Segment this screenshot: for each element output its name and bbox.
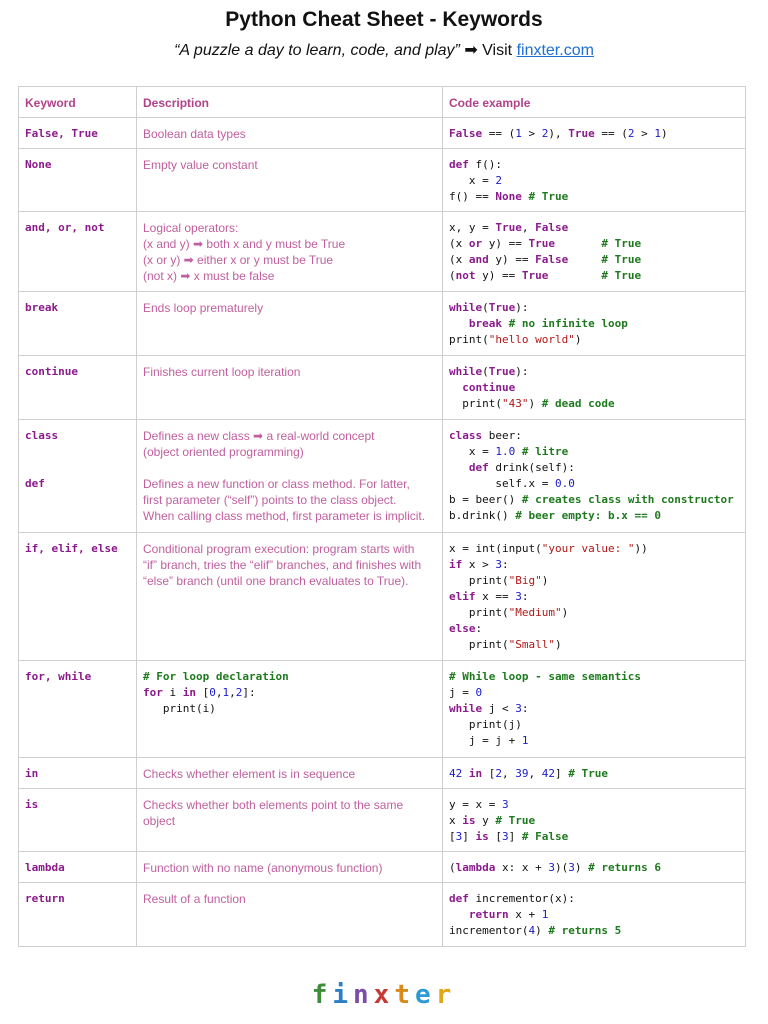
code-line: False == (1 > 2), True == (2 > 1): [449, 127, 668, 140]
code-line: else:: [449, 622, 483, 635]
code-line: while(True):: [449, 301, 529, 314]
keyword-cell: [19, 852, 137, 883]
code-line: print("Small"): [468, 638, 562, 651]
description-text: Empty value constant: [143, 158, 258, 172]
code-line: # While loop - same semantics: [449, 670, 642, 683]
description-cell: [137, 852, 443, 883]
description-cell: [137, 118, 443, 149]
description-cell: [137, 420, 443, 533]
finxter-link[interactable]: finxter.com: [516, 42, 594, 59]
code-line: y = x = 3: [449, 798, 509, 811]
column-header-keyword: Keyword: [19, 87, 137, 118]
description-text: Finishes current loop iteration: [143, 365, 301, 379]
code-cell: [443, 661, 746, 758]
code-line: [3] is [3] # False: [449, 830, 569, 843]
keyword-text: [25, 460, 130, 476]
logo-letter: r: [435, 980, 457, 1010]
logo-letter: t: [394, 980, 415, 1010]
code-line: x = int(input("your value: ")): [449, 542, 648, 555]
subtitle: [0, 40, 768, 60]
table-header-row: [19, 87, 746, 118]
description-text: [143, 460, 436, 476]
code-line: x, y = True, False: [449, 221, 569, 234]
keyword-text: and, or, not: [25, 221, 105, 234]
keyword-text: None: [25, 158, 52, 171]
table-row: [19, 149, 746, 212]
description-text: “else” branch (until one branch evaluates to True).: [143, 574, 409, 588]
code-line: while j < 3:: [449, 702, 529, 715]
description-cell: [137, 212, 443, 292]
finxter-logo: [0, 980, 768, 1010]
table-row: [19, 883, 746, 947]
code-line: x = 1.0 # litre: [468, 445, 569, 458]
logo-letter: x: [373, 980, 395, 1010]
code-line: print("Big"): [468, 574, 549, 587]
code-cell: [443, 149, 746, 212]
tagline: “A puzzle a day to learn, code, and play”: [174, 42, 460, 59]
logo-letter: e: [414, 980, 436, 1010]
code-line: break # no infinite loop: [468, 317, 628, 330]
keyword-text: return: [25, 892, 65, 905]
keyword-cell: [19, 789, 137, 852]
keyword-text: break: [25, 301, 59, 314]
description-code-line: # For loop declaration: [143, 670, 289, 683]
code-line: incrementor(4) # returns 5: [449, 924, 622, 937]
table-row: [19, 292, 746, 356]
keyword-cell: [19, 212, 137, 292]
keyword-cell: [19, 149, 137, 212]
table-row: [19, 789, 746, 852]
code-line: x = 2: [468, 174, 502, 187]
keyword-cell: [19, 533, 137, 661]
description-text: object: [143, 814, 176, 828]
keyword-text: if, elif, else: [25, 542, 118, 555]
code-cell: [443, 292, 746, 356]
code-cell: [443, 758, 746, 789]
code-line: print("43") # dead code: [462, 397, 615, 410]
code-line: j = j + 1: [468, 734, 529, 747]
keywords-table: [18, 86, 746, 947]
description-text: “if” branch, tries the “elif” branches, and finishes with: [143, 558, 422, 572]
table-row: [19, 212, 746, 292]
code-cell: [443, 789, 746, 852]
page-title: Python Cheat Sheet - Keywords: [225, 8, 543, 31]
description-text: Conditional program execution: program starts with: [143, 542, 415, 556]
keyword-cell: [19, 661, 137, 758]
logo-letter: n: [353, 980, 374, 1010]
code-line: (x or y) == True # True: [449, 237, 642, 250]
description-text: (not x) ➡ x must be false: [143, 269, 275, 283]
description-cell: [137, 661, 443, 758]
keyword-text: False, True: [25, 127, 98, 140]
description-code-line: for i in [0,1,2]:: [143, 686, 256, 699]
code-cell: [443, 420, 746, 533]
code-line: def drink(self):: [468, 461, 575, 474]
code-line: j = 0: [449, 686, 483, 699]
description-text: Boolean data types: [143, 127, 246, 141]
code-line: print(j): [468, 718, 522, 731]
table-row: [19, 661, 746, 758]
table-row: [19, 533, 746, 661]
code-cell: [443, 533, 746, 661]
description-cell: [137, 292, 443, 356]
table-row: [19, 356, 746, 420]
code-line: (x and y) == False # True: [449, 253, 642, 266]
code-line: while(True):: [449, 365, 529, 378]
description-code-line: print(i): [162, 702, 216, 715]
column-header-code: Code example: [443, 87, 746, 118]
visit-prefix: ➡ Visit: [459, 42, 517, 59]
keyword-text: is: [25, 798, 39, 811]
description-text: Defines a new function or class method. For latter,: [143, 477, 410, 491]
table-row: [19, 758, 746, 789]
keyword-cell: [19, 420, 137, 533]
keyword-text: class: [25, 429, 59, 442]
code-line: x is y # True: [449, 814, 536, 827]
description-cell: [137, 883, 443, 947]
code-line: b.drink() # beer empty: b.x == 0: [449, 509, 661, 522]
description-text: (object oriented programming): [143, 445, 304, 459]
code-line: self.x = 0.0: [495, 477, 575, 490]
logo-letter: i: [332, 980, 354, 1010]
description-cell: [137, 356, 443, 420]
description-text: Ends loop prematurely: [143, 301, 264, 315]
description-text: (x and y) ➡ both x and y must be True: [143, 237, 346, 251]
keyword-cell: [19, 118, 137, 149]
code-line: print("hello world"): [449, 333, 582, 346]
code-line: (lambda x: x + 3)(3) # returns 6: [449, 861, 661, 874]
table-row: [19, 118, 746, 149]
code-cell: [443, 852, 746, 883]
code-line: 42 in [2, 39, 42] # True: [449, 767, 608, 780]
description-cell: [137, 149, 443, 212]
column-header-description: Description: [137, 87, 443, 118]
keyword-cell: [19, 356, 137, 420]
description-text: Checks whether element is in sequence: [143, 767, 356, 781]
keyword-text: lambda: [25, 861, 65, 874]
description-text: When calling class method, first parameter is implicit.: [143, 509, 426, 523]
description-text: (x or y) ➡ either x or y must be True: [143, 253, 334, 267]
code-cell: [443, 212, 746, 292]
code-cell: [443, 118, 746, 149]
description-text: first parameter (“self”) points to the class object.: [143, 493, 397, 507]
code-line: print("Medium"): [468, 606, 569, 619]
code-line: def f():: [449, 158, 502, 171]
keyword-text: in: [25, 767, 39, 780]
code-line: return x + 1: [468, 908, 549, 921]
description-text: Result of a function: [143, 892, 246, 906]
description-cell: [137, 758, 443, 789]
keyword-cell: [19, 883, 137, 947]
logo-letter: f: [311, 980, 333, 1010]
keyword-text: for, while: [25, 670, 92, 683]
description-cell: [137, 789, 443, 852]
table-row: [19, 852, 746, 883]
code-line: b = beer() # creates class with constructor: [449, 493, 734, 506]
code-line: f() == None # True: [449, 190, 569, 203]
description-text: Function with no name (anonymous function): [143, 861, 383, 875]
code-line: elif x == 3:: [449, 590, 529, 603]
code-line: class beer:: [449, 429, 522, 442]
keyword-cell: [19, 292, 137, 356]
description-text: Defines a new class ➡ a real-world concept: [143, 429, 375, 443]
keyword-text: continue: [25, 365, 78, 378]
keyword-text: def: [25, 477, 45, 490]
code-line: def incrementor(x):: [449, 892, 575, 905]
code-cell: [443, 883, 746, 947]
code-line: if x > 3:: [449, 558, 509, 571]
description-text: Logical operators:: [143, 221, 239, 235]
table-row: [19, 420, 746, 533]
code-line: continue: [462, 381, 516, 394]
keyword-text: [25, 444, 130, 460]
description-cell: [137, 533, 443, 661]
description-text: Checks whether both elements point to the same: [143, 798, 404, 812]
code-cell: [443, 356, 746, 420]
keyword-cell: [19, 758, 137, 789]
code-line: (not y) == True # True: [449, 269, 642, 282]
